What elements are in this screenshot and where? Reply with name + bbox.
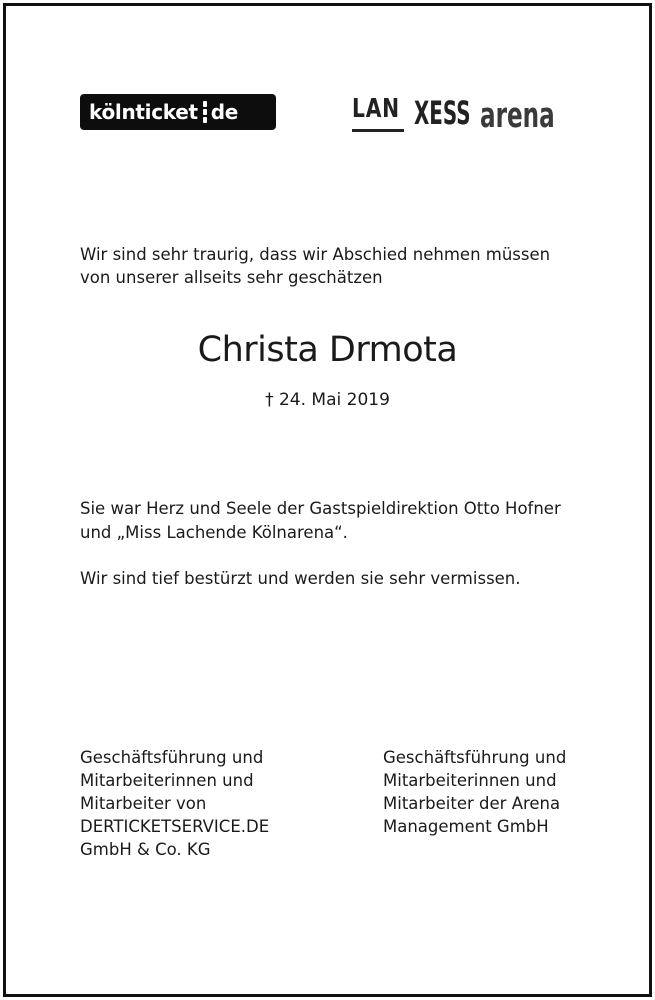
tribute-line: Sie war Herz und Seele der Gastspieldirektion Otto Hofner <box>80 499 561 518</box>
signature-right <box>383 746 633 838</box>
deceased-name: Christa Drmota <box>197 330 458 370</box>
signature-line: GmbH & Co. KG <box>80 840 211 859</box>
death-date: † 24. Mai 2019 <box>265 390 390 410</box>
signature-line: Geschäftsführung und <box>383 748 567 767</box>
koelnticket-logo-domain: de <box>210 100 239 124</box>
condolence-paragraph: Wir sind tief bestürzt und werden sie sehr vermissen. <box>80 569 521 588</box>
intro-line: Wir sind sehr traurig, dass wir Abschied nehmen müssen <box>80 245 551 264</box>
koelnticket-logo <box>80 94 276 130</box>
signature-line: DERTICKETSERVICE.DE <box>80 817 270 836</box>
signature-line: Mitarbeiterinnen und <box>80 771 254 790</box>
lanxess-arena-logo <box>352 90 578 134</box>
lanxess-logo-lan: LAN <box>352 94 400 124</box>
intro-line: von unserer allseits sehr geschätzen <box>80 268 383 287</box>
signature-left <box>80 746 330 861</box>
koelnticket-logo-text: kölnticket <box>89 100 198 124</box>
signature-line: Mitarbeiter der Arena <box>383 794 561 813</box>
signature-line: Mitarbeiterinnen und <box>383 771 557 790</box>
lanxess-logo-xess: XESS <box>414 94 471 132</box>
lanxess-logo-underline <box>352 129 404 132</box>
lanxess-logo-arena: arena <box>480 96 555 136</box>
tribute-line: und „Miss Lachende Kölnarena“. <box>80 523 348 542</box>
koelnticket-logo-separator <box>202 99 208 125</box>
intro-text <box>80 243 600 289</box>
signature-line: Geschäftsführung und <box>80 748 264 767</box>
signature-line: Mitarbeiter von <box>80 794 207 813</box>
tribute-paragraph <box>80 497 600 545</box>
signature-line: Management GmbH <box>383 817 549 836</box>
